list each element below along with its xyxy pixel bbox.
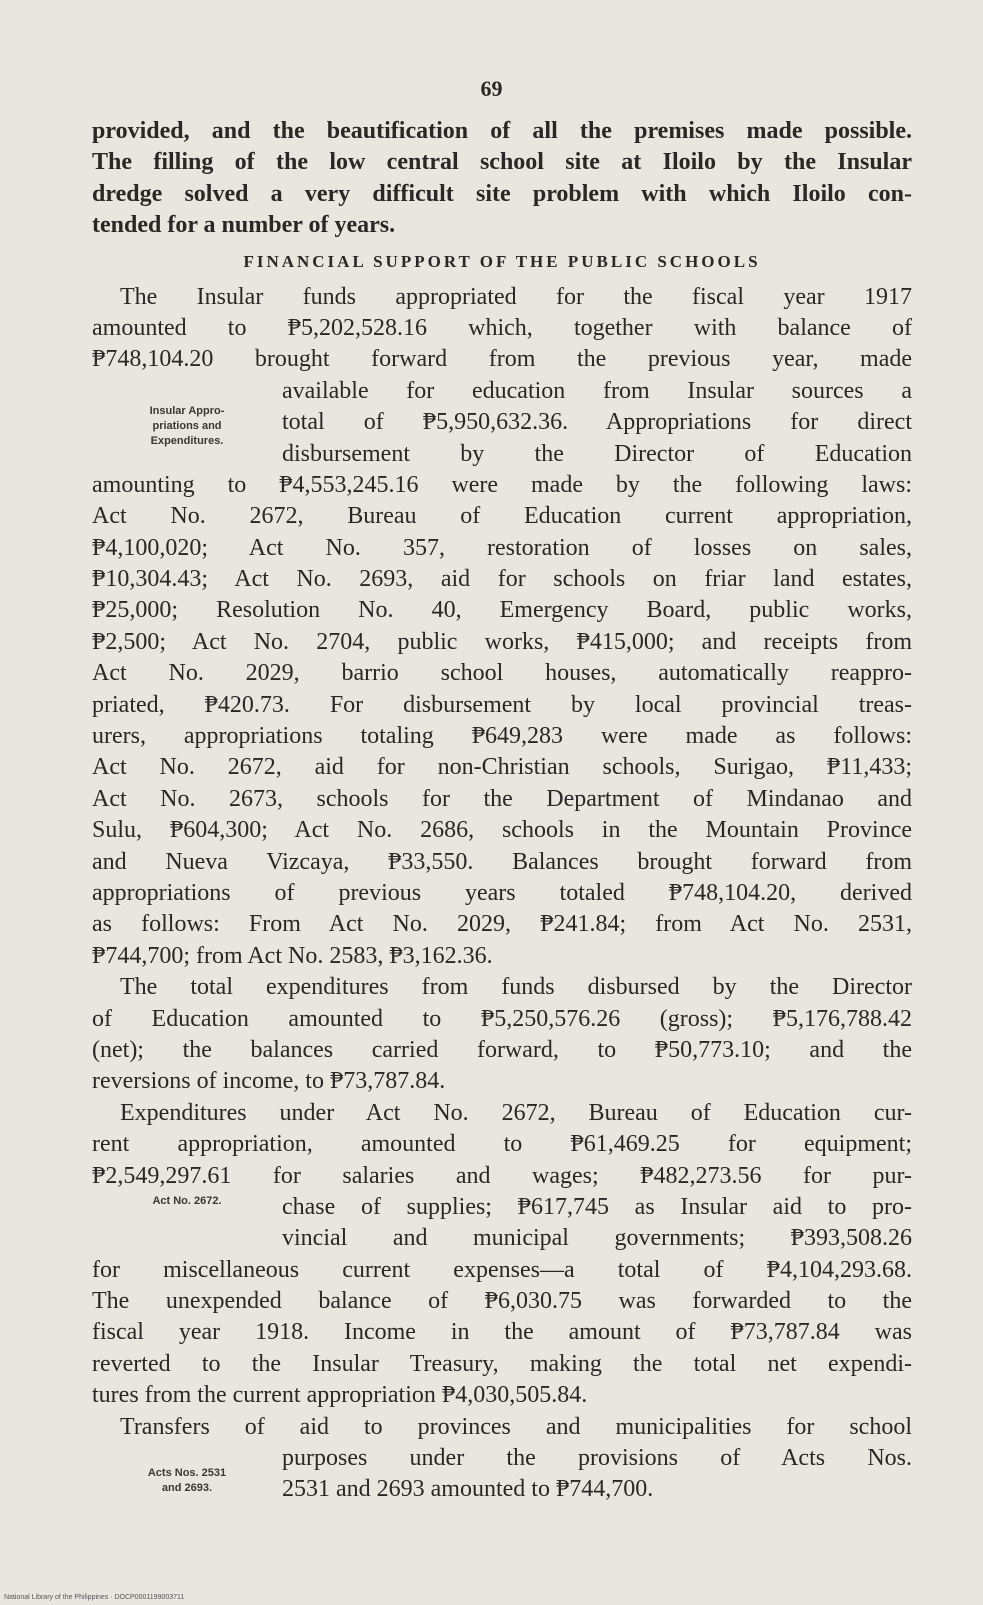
text-line: Sulu, ₱604,300; Act No. 2686, schools in the Mountain Province (92, 817, 912, 844)
text-line: The total expenditures from funds disbursed by the Director (120, 974, 912, 1001)
text-line: provided, and the beautification of all the premises made possible. (92, 118, 912, 144)
text-line: amounted to ₱5,202,528.16 which, together with balance of (92, 314, 912, 341)
text-line: and Nueva Vizcaya, ₱33,550. Balances brought forward from (92, 848, 912, 875)
text-line: ₱25,000; Resolution No. 40, Emergency Board, public works, (92, 597, 912, 624)
text-line: disbursement by the Director of Education (282, 440, 912, 467)
text-line: rent appropriation, amounted to ₱61,469.25 for equipment; (92, 1131, 912, 1158)
margin-note-insular-appropriations (112, 404, 262, 449)
text-line: Act No. 2672, Bureau of Education current appropriation, (92, 503, 912, 530)
text-line: (net); the balances carried forward, to ₱50,773.10; and the (92, 1036, 912, 1063)
text-line: ₱2,500; Act No. 2704, public works, ₱415,000; and receipts from (92, 628, 912, 655)
text-line: ₱744,700; from Act No. 2583, ₱3,162.36. (92, 942, 493, 969)
text-line: dredge solved a very difficult site problem with which Iloilo con- (92, 180, 912, 207)
margin-note-line: priations and (152, 420, 222, 432)
text-line: Expenditures under Act No. 2672, Bureau of Education cur- (120, 1099, 912, 1126)
text-line: chase of supplies; ₱617,745 as Insular aid to pro- (282, 1193, 912, 1220)
margin-note-line: and 2693. (161, 1482, 213, 1494)
text-line: The unexpended balance of ₱6,030.75 was forwarded to the (92, 1288, 912, 1315)
text-line: ₱10,304.43; Act No. 2693, aid for schools on friar land estates, (92, 566, 912, 593)
text-line: as follows: From Act No. 2029, ₱241.84; from Act No. 2531, (92, 911, 912, 938)
margin-note-line: Act No. 2672. (152, 1195, 222, 1207)
text-line: reverted to the Insular Treasury, making the total net expendi- (92, 1350, 912, 1377)
margin-note-line: Acts Nos. 2531 (147, 1467, 227, 1479)
text-line: fiscal year 1918. Income in the amount of ₱73,787.84 was (92, 1319, 912, 1346)
text-line: 2531 and 2693 amounted to ₱744,700. (282, 1476, 654, 1503)
text-line: ₱2,549,297.61 for salaries and wages; ₱482,273.56 for pur- (92, 1162, 912, 1189)
text-line: ₱4,100,020; Act No. 357, restoration of losses on sales, (92, 534, 912, 561)
text-line: ₱748,104.20 brought forward from the previous year, made (92, 346, 912, 373)
text-line: Act No. 2673, schools for the Department of Mindanao and (92, 785, 912, 812)
text-line: of Education amounted to ₱5,250,576.26 (gross); ₱5,176,788.42 (92, 1005, 912, 1032)
text-line: The filling of the low central school site at Iloilo by the Insular (92, 149, 912, 176)
text-line: The Insular funds appropriated for the fiscal year 1917 (120, 283, 912, 310)
text-line: amounting to ₱4,553,245.16 were made by the following laws: (92, 471, 912, 498)
text-line: Transfers of aid to provinces and municipalities for school (120, 1413, 912, 1440)
page-number: 69 (480, 76, 503, 101)
text-line: total of ₱5,950,632.36. Appropriations for direct (282, 409, 912, 436)
text-line: for miscellaneous current expenses—a total of ₱4,104,293.68. (92, 1256, 912, 1283)
text-line: purposes under the provisions of Acts Nos. (282, 1445, 912, 1472)
text-line: tures from the current appropriation ₱4,030,505.84. (92, 1382, 588, 1409)
text-line: Act No. 2029, barrio school houses, automatically reappro- (92, 660, 912, 687)
margin-note-act-2672 (112, 1194, 262, 1209)
text-line: available for education from Insular sources a (282, 377, 912, 404)
text-line: urers, appropriations totaling ₱649,283 were made as follows: (92, 723, 912, 750)
body-text (92, 116, 912, 1506)
text-line: appropriations of previous years totaled ₱748,104.20, derived (92, 879, 912, 906)
text-line: priated, ₱420.73. For disbursement by local provincial treas- (92, 691, 912, 718)
section-heading: FINANCIAL SUPPORT OF THE PUBLIC SCHOOLS (243, 251, 761, 271)
text-line: reversions of income, to ₱73,787.84. (92, 1068, 446, 1095)
margin-note-line: Insular Appro- (149, 405, 225, 417)
text-line: tended for a number of years. (92, 212, 396, 239)
archive-footer: National Library of the Philippines · DOCP0001199003711 (4, 1594, 185, 1601)
margin-note-acts-2531-2693 (112, 1466, 262, 1496)
text-line: Act No. 2672, aid for non-Christian schools, Surigao, ₱11,433; (92, 754, 912, 781)
text-line: vincial and municipal governments; ₱393,508.26 (282, 1225, 912, 1252)
margin-note-line: Expenditures. (150, 435, 224, 447)
